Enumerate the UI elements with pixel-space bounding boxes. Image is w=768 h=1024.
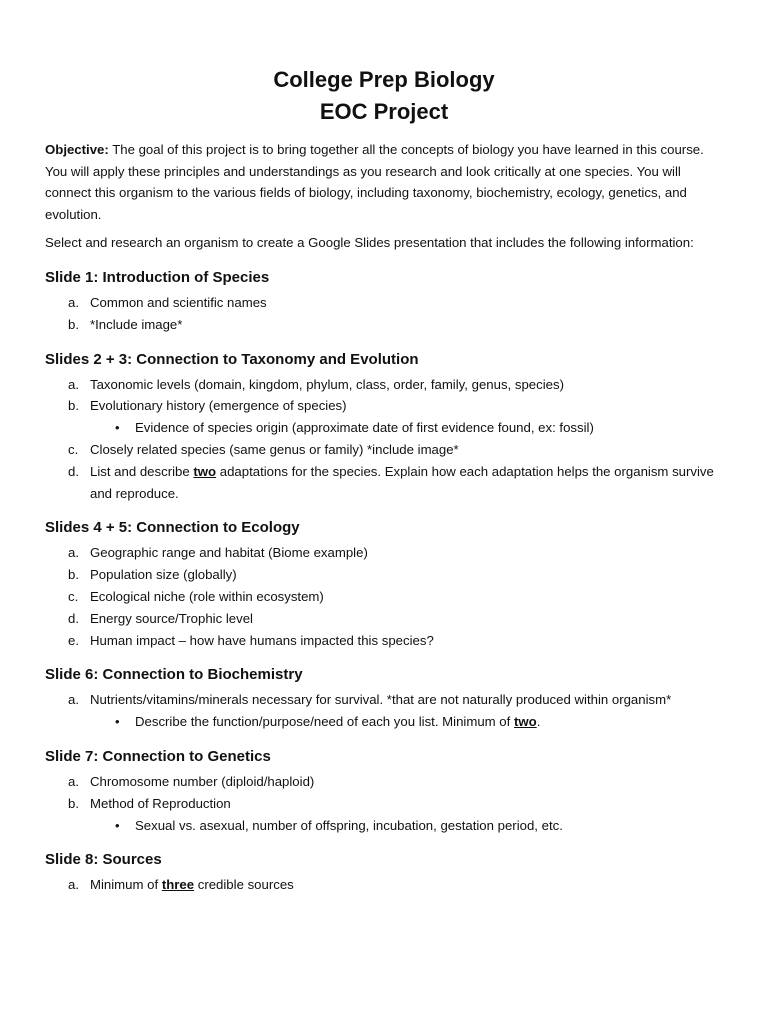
slide-6-list (45, 689, 723, 733)
list-marker: d. (68, 610, 79, 626)
sub-list (90, 815, 723, 837)
list-item-text: Human impact – how have humans impacted this species? (90, 632, 434, 648)
section-heading-slide-1: Slide 1: Introduction of Species (45, 268, 270, 286)
sub-list (90, 417, 723, 439)
emphasis-three: three (161, 877, 195, 893)
list-item (45, 586, 723, 608)
objective-label: Objective: (45, 142, 109, 157)
list-item (45, 314, 723, 336)
list-item-text: Common and scientific names (90, 294, 267, 310)
list-marker: a. (68, 294, 79, 310)
emphasis-two: two (193, 463, 217, 479)
section-heading-slide-7: Slide 7: Connection to Genetics (45, 747, 271, 765)
list-item-text: Energy source/Trophic level (90, 610, 253, 626)
objective-text: The goal of this project is to bring together all the concepts of biology you have learned in this course. You will apply these principles and understandings as you research and look critically at one species. You will connect this organism to the various fields of biology, including taxonomy, biochemistry, ecology, genetics, and evolution. (45, 142, 704, 222)
section-heading-slide-6: Slide 6: Connection to Biochemistry (45, 666, 303, 684)
slide-1-list (45, 292, 723, 336)
list-marker: a. (68, 692, 79, 708)
list-marker: d. (68, 463, 79, 479)
list-item-text: Method of Reproduction (90, 795, 231, 811)
section-heading-slides-4-5: Slides 4 + 5: Connection to Ecology (45, 519, 300, 537)
sub-list-item (90, 417, 723, 439)
list-item (45, 793, 723, 837)
list-item (45, 874, 723, 896)
list-item-text: Chromosome number (diploid/haploid) (90, 773, 315, 789)
slides-4-5-list (45, 542, 723, 651)
list-item (45, 439, 723, 461)
title-line-2: EOC Project (319, 99, 449, 124)
sub-list-item (90, 815, 723, 837)
list-marker: b. (68, 398, 79, 414)
emphasis-two: two (513, 714, 537, 730)
list-item-text-post: adaptations for the species. Explain how each adaptation helps the organism survive and reproduce. (90, 463, 714, 501)
sub-list-item-text-post: . (536, 714, 541, 730)
list-marker: b. (68, 795, 79, 811)
list-item (45, 542, 723, 564)
list-marker: a. (68, 545, 79, 561)
list-marker: c. (68, 588, 79, 604)
list-item (45, 374, 723, 396)
list-item (45, 630, 723, 652)
sub-list (90, 711, 723, 733)
objective-paragraph (45, 139, 723, 225)
list-item (45, 771, 723, 793)
intro-paragraph: Select and research an organism to create a Google Slides presentation that includes the following information: (45, 235, 694, 251)
sub-list-item-text: Evidence of species origin (approximate date of first evidence found, ex: fossil) (135, 420, 594, 436)
list-item-text: Ecological niche (role within ecosystem) (90, 588, 324, 604)
list-item-text-pre: Minimum of (90, 877, 162, 893)
list-item-text: *Include image* (90, 316, 183, 332)
list-marker: a. (68, 376, 79, 392)
list-marker: a. (68, 773, 79, 789)
list-item (45, 689, 723, 733)
list-item (45, 608, 723, 630)
list-item-text: Nutrients/vitamins/minerals necessary for survival. *that are not naturally produced within organism* (90, 692, 672, 708)
slides-2-3-list (45, 374, 723, 505)
list-item (45, 395, 723, 439)
slide-8-list (45, 874, 723, 896)
list-marker: a. (68, 877, 79, 893)
list-marker: b. (68, 567, 79, 583)
section-heading-slides-2-3: Slides 2 + 3: Connection to Taxonomy and Evolution (45, 350, 419, 368)
sub-list-item-text-pre: Describe the function/purpose/need of each you list. Minimum of (135, 714, 514, 730)
sub-list-item-text: Sexual vs. asexual, number of offspring, incubation, gestation period, etc. (135, 817, 563, 833)
slide-7-list (45, 771, 723, 836)
list-marker: e. (68, 632, 79, 648)
bullet-icon: • (115, 817, 120, 833)
list-item (45, 292, 723, 314)
bullet-icon: • (115, 420, 120, 436)
list-marker: c. (68, 441, 79, 457)
list-item-text: Taxonomic levels (domain, kingdom, phylum, class, order, family, genus, species) (90, 376, 564, 392)
list-item-text: Evolutionary history (emergence of species) (90, 398, 347, 414)
list-item-text: Geographic range and habitat (Biome example) (90, 545, 368, 561)
bullet-icon: • (115, 714, 120, 730)
sub-list-item (90, 711, 723, 733)
section-heading-slide-8: Slide 8: Sources (45, 851, 162, 869)
document-title (45, 64, 723, 128)
list-marker: b. (68, 316, 79, 332)
list-item (45, 564, 723, 586)
list-item-text-post: credible sources (194, 877, 294, 893)
list-item-text: Closely related species (same genus or family) *include image* (90, 441, 459, 457)
list-item-text-pre: List and describe (90, 463, 194, 479)
list-item (45, 461, 723, 505)
title-line-1: College Prep Biology (273, 67, 495, 92)
list-item-text: Population size (globally) (90, 567, 237, 583)
